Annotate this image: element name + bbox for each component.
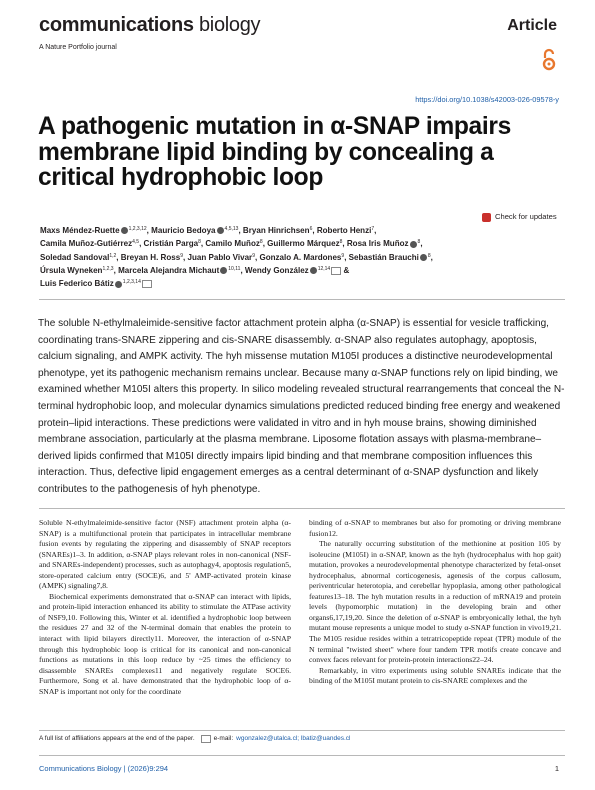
orcid-icon[interactable] [115,281,122,288]
author-affil: 6 [309,226,313,232]
affiliation-note: A full list of affiliations appears at the end of the paper. e-mail: wgonzalez@utalca.cl; lbatiz@uandes.cl [39,735,351,742]
author-name[interactable]: , Breyan H. Ross [116,252,181,262]
author-name[interactable]: , Juan Pablo Vivar [183,252,253,262]
author-affil: 8 [427,252,431,259]
orcid-icon[interactable] [217,227,224,234]
divider [39,730,565,731]
author-name[interactable]: Úrsula Wyneken [40,266,103,276]
author-name[interactable]: , Camilo Muñoz [200,239,260,249]
author-name[interactable]: , Rosa Iris Muñoz [342,239,409,249]
divider [39,755,565,756]
orcid-icon[interactable] [220,267,227,274]
body-paragraph: Remarkably, in vitro experiments using soluble SNAREs indicate that the binding of the M105I mutant protein to cis-SNARE complexes and the [309,665,561,686]
orcid-icon[interactable] [420,254,427,261]
body-paragraph: Soluble N-ethylmaleimide-sensitive factor (NSF) attachment protein alpha (α-SNAP) is a multifunctional protein that participates in intracellular membrane fusion events by regulating the zippering and disassembly of SNAP receptors (SNAREs)1–3. In addition, α-SNAP plays relevant roles in non-canonical (NSF- and SNAREs-independent) processes, such as autophagy4, apoptosis regulation5, store-operated calcium entry (SOCE)6, and 5' AMP-activated protein kinase (AMPK) signaling7,8. [39,518,291,591]
author-name[interactable]: , Guillermo Márquez [262,239,340,249]
orcid-icon[interactable] [410,241,417,248]
envelope-icon[interactable] [142,280,152,288]
doi-link[interactable]: https://doi.org/10.1038/s42003-026-09578-y [415,95,559,104]
author-affil: 9 [341,252,345,259]
author-name[interactable]: , Bryan Hinrichsen [238,226,310,235]
author-separator: & [341,266,350,276]
body-paragraph: binding of α-SNAP to membranes but also for promoting or driving membrane fusion12. [309,518,561,538]
author-affil: 1,2,3,12 [128,226,147,232]
divider [39,299,565,300]
author-name[interactable]: , Roberto Henzi [312,226,372,235]
journal-name: communications biology [39,14,261,36]
author-affil: 12,14 [317,266,331,273]
author-affil: 10,11 [228,266,241,273]
author-affil: 4,5 [132,239,140,246]
author-affil: 1,2 [109,252,117,259]
author-name[interactable]: Luis Federico Bátiz [40,279,114,289]
page-number: 1 [554,764,559,773]
abstract: The soluble N-ethylmaleimide-sensitive factor attachment protein alpha (α-SNAP) is essential for vesicle trafficking, coordinating trans-SNARE zippering and cis-SNARE disassembly. α-SNAP also regulates autophagy, apoptosis, calcium signaling, and AMPK activity. The hyh missense mutation M105I produces a distinctive neurodevelopmental phenotype, yet its pathogenic mechanism remains unclear. Because many α-SNAP functions rely on lipid binding, we examined whether M105I alters this property. In silico modeling revealed structural rearrangements that conceal the N-terminal hydrophobic loop, and molecular dynamics simulations predicted reduced binding free energy and weakened protein–lipid interactions. These predictions were validated in vitro and in hyh mouse brains, showing diminished membrane association, particularly at the plasma membrane. Liposome flotation assays with plasma-membrane–derived lipids confirmed that M105I directly impairs lipid binding and that membrane composition influences this interaction. Thus, defective lipid engagement emerges as a central determinant of α-SNAP dysfunction and likely contributes to the pathogenesis of hyh phenotype. [38,318,565,495]
author-name[interactable]: , Mauricio Bedoya [146,226,216,235]
orcid-icon[interactable] [121,227,128,234]
body-right-column [309,518,561,687]
body-paragraph: Biochemical experiments demonstrated that α-SNAP can interact with lipids, and protein-lipid interaction enhanced its ability to stimulate the ATPase activity of NSF9,10. Following this, Winter et al. identified a hydrophobic loop between the residues 27 and 32 of the N-terminal domain that enables the protein to interact with lipid bilayers directly11. Moreover, the interaction of α-SNAP through this hydrophobic loop is critical for its canonical and non-canonical functions as mutations in this loop reduce by ~25 times the efficiency to disassemble SNAREs complexes11 and negatively regulate SOCE6. Furthermore, Song et al. have demonstrated that the hydrophobic loop of α-SNAP is important not only for the coordinate [39,591,291,696]
body-left-column [39,518,291,697]
article-type: Article [507,17,557,34]
check-updates-icon [482,213,491,222]
body-paragraph: The naturally occurring substitution of the methionine at position 105 by isoleucine (M105I) in α-SNAP, known as the hyh (hydrocephalus with hop gait) mutation, provokes a neurodevelopmental phenotype characterized by fetal-onset hydrocephalus, abnormal corticogenesis, agenesis of the corpus callosum, periventricular heterotopia, and cerebellar hypoplasia, among other pathological features13–18. The hyh mutation results in a reduction of mRNA19 and protein levels (hypomorphic mutation) in the developing brain and other organs6,17,19,20. Since the deletion of α-SNAP is embryonically lethal, the hyh mutant mouse represents a unique model to study α-SNAP function in vivo19,21. The M105 residue resides within a tetratricopeptide repeat (TPR) module of the N terminal "twisted sheet" where four tandem TPR motifs create concave and convex faces relevant for protein-protein interactions22–24. [309,539,561,665]
author-name[interactable]: Camila Muñoz-Gutiérrez [40,239,133,249]
author-affil: 8 [259,239,263,246]
author-affil: 9 [252,252,255,259]
author-list: Maxs Méndez-Ruette $^{1,2,3,12}$, Mauricio Bedoya $^{4,5,13}$, Bryan Hinrichsen$^6$, Roberto Henzi$^7$, Camila Muñoz-Gutiérrez$^{4,5}$, Cristián Parga$^8$, Camilo Muñoz$^8$, Guillermo Márquez$^8$, Rosa Iris Muñoz $^8$, Soledad Sandoval$^{1,2}$, Breyan H. Ross$^9$, Juan Pablo Vivar$^9$, Gonzalo A. Mardones$^9$, Sebastián Brauchi $^8$, Úrsula Wyneken$^{1,2,3}$, Marcela Alejandra Michaut $^{10,11}$, Wendy González $^{12,14}$ & Luis Federico Bátiz $^{1,2,3,14}$ [40,226,433,289]
article-title: A pathogenic mutation in α-SNAP impairs membrane lipid binding by concealing a critical hydrophobic loop [38,113,511,192]
author-affil: 8 [339,239,343,246]
author-name[interactable]: , Gonzalo A. Mardones [254,252,342,262]
portfolio-label: A Nature Portfolio journal [39,44,117,51]
envelope-icon[interactable] [331,267,341,275]
author-name[interactable]: Maxs Méndez-Ruette [40,226,120,235]
divider [39,508,565,509]
author-name[interactable]: , Marcela Alejandra Michaut [113,266,220,276]
author-affil: 4,5,13 [224,226,239,232]
author-affil: 8 [417,239,421,246]
journal-citation: Communications Biology | (2026)9:294 [39,764,169,773]
author-affil: 1,2,3,14 [122,279,141,286]
check-for-updates-button[interactable]: Check for updates [482,212,557,222]
author-affil: 7 [371,226,375,232]
orcid-icon[interactable] [310,267,317,274]
open-access-icon [542,48,556,72]
email-links[interactable]: wgonzalez@utalca.cl; lbatiz@uandes.cl [236,735,351,742]
author-name[interactable]: , Sebastián Brauchi [344,252,419,262]
envelope-icon [201,735,211,743]
author-affil: 8 [198,239,201,246]
author-name[interactable]: , Wendy González [240,266,309,276]
author-name[interactable]: Soledad Sandoval [40,252,110,262]
author-name[interactable]: , Cristián Parga [139,239,199,249]
author-affil: 1,2,3 [102,266,114,273]
author-affil: 9 [180,252,183,259]
